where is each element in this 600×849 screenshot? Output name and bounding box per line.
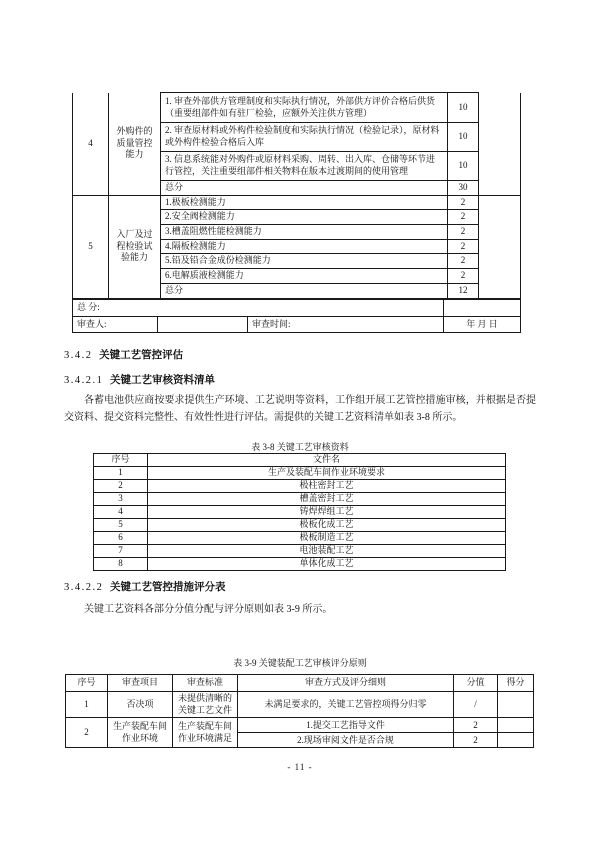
audit-table-footer xyxy=(72,299,521,333)
index-cell: 6 xyxy=(94,532,148,545)
index-cell: 1 xyxy=(94,467,148,480)
table-3-9-caption: 表 3-9 关键装配工艺审核评分原则 xyxy=(233,658,367,668)
subtotal-score-cell: 12 xyxy=(448,283,479,298)
index-cell: 2 xyxy=(94,480,148,493)
review-time-label-cell: 审查时间: xyxy=(248,316,444,333)
table-row xyxy=(94,493,506,506)
subtotal-label-cell: 总分 xyxy=(161,283,448,298)
criteria-cell: 3. 信息系统能对外购件或原材料采购、周转、出入库、仓储等环节进行管控，关注重要组部件相关物料在版本过渡期间的使用管理 xyxy=(161,152,448,181)
section-number: 3.4.2.2 xyxy=(64,582,104,593)
criteria-cell: 4.隔板检测能力 xyxy=(161,239,448,254)
column-header: 得分 xyxy=(498,675,534,692)
reviewer-label-cell: 审查人: xyxy=(73,316,158,333)
score-cell: 2 xyxy=(454,718,498,733)
score-cell: 2 xyxy=(448,254,479,269)
section-heading-3-4-2-1 xyxy=(64,372,215,387)
file-name-cell: 极板制造工艺 xyxy=(148,532,506,545)
criteria-cell: 2.安全阀检测能力 xyxy=(161,210,448,225)
file-name-cell: 单体化成工艺 xyxy=(148,558,506,571)
item-cell: 否决项 xyxy=(108,692,173,718)
method-cell: 1.提交工艺指导文件 xyxy=(238,718,454,733)
score-cell: 2 xyxy=(454,733,498,748)
earned-score-cell xyxy=(498,718,534,733)
score-cell: 10 xyxy=(448,152,479,181)
section-title: 关键工艺管控评估 xyxy=(99,349,184,361)
index-cell: 8 xyxy=(94,558,148,571)
file-name-cell: 生产及装配车间作业环境要求 xyxy=(148,467,506,480)
file-name-cell: 槽盖密封工艺 xyxy=(148,493,506,506)
criteria-cell: 6.电解质液检测能力 xyxy=(161,269,448,284)
column-header: 审查方式及评分细则 xyxy=(238,675,454,692)
date-cell: 年 月 日 xyxy=(444,316,521,333)
table-row xyxy=(94,480,506,493)
score-cell: 2 xyxy=(448,225,479,240)
subtotal-label-cell: 总分 xyxy=(161,181,448,196)
row-number-cell: 5 xyxy=(73,195,109,298)
criteria-cell: 5.铅及铅合金成份检测能力 xyxy=(161,254,448,269)
subtotal-score-cell: 30 xyxy=(448,181,479,196)
table-header-row xyxy=(94,454,506,467)
table-row xyxy=(73,316,521,333)
column-header: 序号 xyxy=(94,454,148,467)
score-cell: / xyxy=(454,692,498,718)
index-cell: 5 xyxy=(94,519,148,532)
score-cell: 10 xyxy=(448,93,479,123)
table-row xyxy=(73,195,521,210)
section-title: 关键工艺管控措施评分表 xyxy=(110,581,226,593)
table-row xyxy=(73,93,521,123)
criteria-cell: 3.槽盖阻燃性能检测能力 xyxy=(161,225,448,240)
method-cell: 2.现场审阅文件是否合规 xyxy=(238,733,454,748)
item-cell: 生产装配车间作业环境 xyxy=(108,718,173,748)
file-name-cell: 电池装配工艺 xyxy=(148,545,506,558)
table-row xyxy=(94,545,506,558)
table-3-8-caption: 表 3-8 关键工艺审核资料 xyxy=(251,442,349,452)
score-cell: 10 xyxy=(448,123,479,152)
table-row xyxy=(94,519,506,532)
earned-score-cell xyxy=(479,195,521,298)
page-number: - 11 - xyxy=(287,762,313,772)
earned-score-cell xyxy=(479,93,521,196)
column-header: 序号 xyxy=(66,675,108,692)
index-cell: 7 xyxy=(94,545,148,558)
section-title: 关键工艺审核资料清单 xyxy=(110,374,215,386)
column-header: 审查项目 xyxy=(108,675,173,692)
table-row xyxy=(94,506,506,519)
section-heading-3-4-2 xyxy=(64,347,183,362)
score-cell: 2 xyxy=(448,269,479,284)
section-number: 3.4.2.1 xyxy=(64,375,104,386)
index-cell: 3 xyxy=(94,493,148,506)
table-row xyxy=(66,692,534,718)
file-name-cell: 铸焊焊组工艺 xyxy=(148,506,506,519)
grand-total-label-cell: 总 分: xyxy=(73,300,444,317)
method-cell: 未满足要求的，关键工艺管控项得分归零 xyxy=(238,692,454,718)
row-number-cell: 1 xyxy=(66,692,108,718)
column-header: 审查标准 xyxy=(173,675,238,692)
standard-cell: 未提供清晰的关键工艺文件 xyxy=(173,692,238,718)
criteria-cell: 2. 审查原材料或外构件检验制度和实际执行情况（检验记录），原材料或外构件检验合格后入库 xyxy=(161,123,448,152)
section-heading-3-4-2-2 xyxy=(64,579,226,594)
score-cell: 2 xyxy=(448,210,479,225)
table-row xyxy=(66,718,534,733)
section-number: 3.4.2 xyxy=(64,350,93,361)
grand-total-value-cell xyxy=(444,300,521,317)
index-cell: 4 xyxy=(94,506,148,519)
earned-score-cell xyxy=(498,733,534,748)
file-name-cell: 极板化成工艺 xyxy=(148,519,506,532)
earned-score-cell xyxy=(498,692,534,718)
criteria-cell: 1.极板检测能力 xyxy=(161,195,448,210)
paragraph-3-4-2-1: 各蓄电池供应商按要求提供生产环境、工艺说明等资料，工作组开展工艺管控措施审核，并根据是否提交资料、提交资料完整性、有效性性进行评估。需提供的关键工艺资料清单如表 3-8 所示。 xyxy=(64,395,536,423)
file-name-cell: 极柱密封工艺 xyxy=(148,480,506,493)
row-number-cell: 2 xyxy=(66,718,108,748)
column-header: 分值 xyxy=(454,675,498,692)
row-number-cell: 4 xyxy=(73,93,109,196)
table-row xyxy=(94,558,506,571)
table-3-9 xyxy=(65,674,534,748)
table-row xyxy=(73,300,521,317)
audit-capability-table xyxy=(72,92,521,299)
standard-cell: 生产装配车间作业环境满足 xyxy=(173,718,238,748)
table-3-8 xyxy=(93,453,506,571)
score-cell: 2 xyxy=(448,239,479,254)
table-row xyxy=(94,467,506,480)
score-cell: 2 xyxy=(448,195,479,210)
category-cell: 入厂及过程检验试验能力 xyxy=(109,195,161,298)
table-row xyxy=(94,532,506,545)
paragraph-3-4-2-2: 关键工艺资料各部分分值分配与评分原则如表 3-9 所示。 xyxy=(84,604,333,615)
column-header: 文件名 xyxy=(148,454,506,467)
criteria-cell: 1. 审查外部供方管理制度和实际执行情况，外部供方评价合格后供货（重要组部件如有驻厂检验，应额外关注供方管理） xyxy=(161,93,448,123)
reviewer-value-cell xyxy=(158,316,248,333)
table-header-row xyxy=(66,675,534,692)
category-cell: 外购件的质量管控能力 xyxy=(109,93,161,196)
